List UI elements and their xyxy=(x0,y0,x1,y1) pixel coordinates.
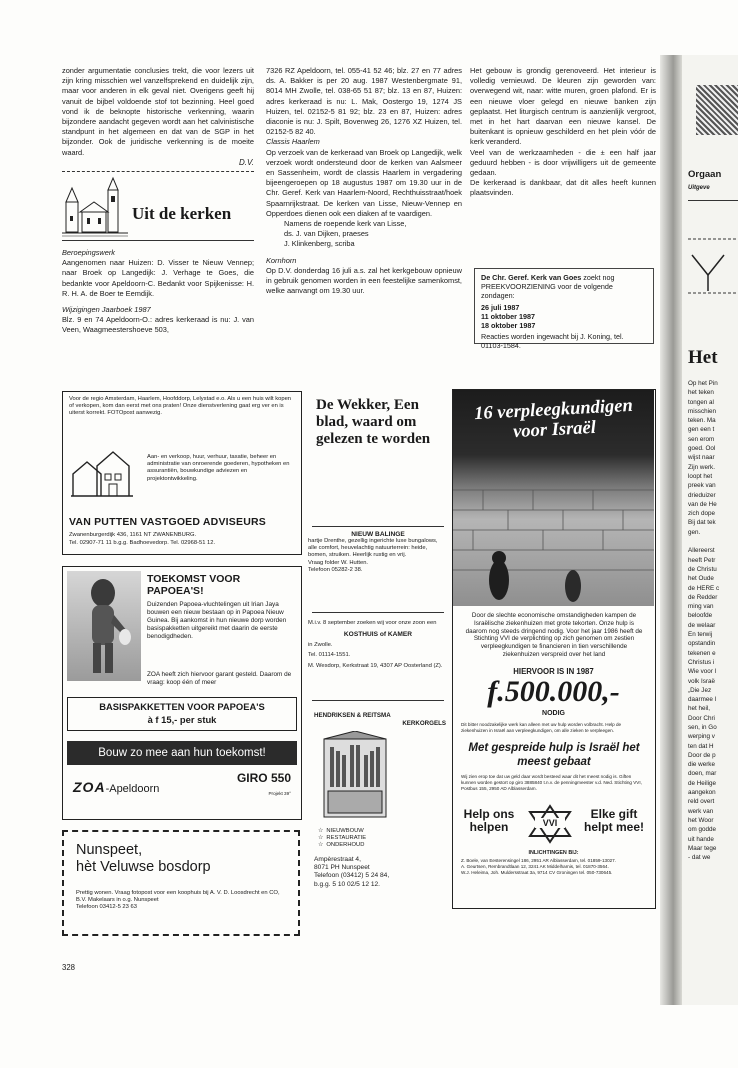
right-page-line: goed. Ool xyxy=(688,445,716,453)
kornhorn-text: Op D.V. donderdag 16 juli a.s. zal het kerkgebouw opnieuw in gebruik genomen worden in een feestelijke samenkomst, welke aanvangt om 19.30 uur. xyxy=(266,265,462,296)
israel-small-text: Dit bitter noodzakelijke werk kan alleen met uw hulp worden volbracht. Help de ziekenhuizen in Israël aan verpleegkundigen, om alle zieken te verpleegen. xyxy=(461,722,622,733)
israel-nodig: NODIG xyxy=(542,710,565,717)
help-left: Help ons helpen xyxy=(463,807,515,834)
right-page-line: loopt het xyxy=(688,472,713,480)
nunspeet-title-2: hèt Veluwse bosdorp xyxy=(76,859,211,875)
date-item: 11 oktober 1987 xyxy=(481,311,535,321)
kamer-tel: Tel. 01114-1551. xyxy=(308,652,351,659)
church-icon xyxy=(62,176,130,240)
kamer-address: M. Wesdorp, Kerkstraat 19, 4307 AP Oosterland (Z). xyxy=(308,662,443,669)
nunspeet-tel: Telefoon 03412-5 23 63 xyxy=(76,904,137,911)
right-page-line: „Die Jez xyxy=(688,686,712,694)
info-item: Z. Boele, van Eesterensingel 186, 2951 AR Alblasserdam, tel. 01859-13027. xyxy=(461,858,617,863)
right-page-line: wijst naar xyxy=(688,454,715,462)
ad-nieuw-balinge xyxy=(308,531,448,574)
classis-text: Op verzoek van de kerkeraad van Broek op Langedijk, welk verzoek wordt ondersteund door de kerken van Aalsmeer en Sassenheim, wordt de classis Haarlem in vergadering bijeengeroepen op 18 augustus 1987 om 19.30 uur in de Chr. Geref. Kerk van Haarlem-Noord, Rechthuisstraat/hoek Spaarnrijkstraat. De kerken van Lisse, Nieuw-Vennep en Opperdoes dienen ook een diaken af te vaardigen. xyxy=(266,147,462,218)
right-page-line: Allereerst xyxy=(688,547,715,555)
classis-signature-2: ds. J. van Dijken, praeses xyxy=(284,229,369,239)
masthead-emblem-icon xyxy=(688,235,738,295)
balinge-folder: Vraag folder W. Hutten. xyxy=(308,559,369,566)
article-title-het: Het xyxy=(688,347,718,368)
right-page-line: het Woor xyxy=(688,816,714,824)
right-page-line: Door Chri xyxy=(688,714,715,722)
service-label: RESTAURATIE xyxy=(326,835,367,842)
right-page-line: de Heilige xyxy=(688,779,717,787)
van-putten-address: Zwanenburgerdijk 436, 1161 NT ZWANENBURG. xyxy=(69,532,197,538)
balinge-tel: Telefoon 05282-2 38. xyxy=(308,566,363,573)
right-page-line: beloofde xyxy=(688,612,713,620)
zoa-city: -Apeldoorn xyxy=(105,783,160,795)
right-page-line: Bij dat tek xyxy=(688,519,716,527)
help-right: Elke gift helpt mee! xyxy=(583,807,644,834)
goes-church-name: De Chr. Geref. Kerk van Goes xyxy=(481,273,582,282)
right-page-line: preek van xyxy=(688,482,716,490)
right-page-line: - dat we xyxy=(688,854,711,862)
right-page-line: tekenen e xyxy=(688,649,716,657)
nunspeet-text: Prettig wonen. Vraag fotopost voor een koophuis bij A. V. D. Loosdrecht en CO, B.V. Makelaars in o.g. Nunspeet xyxy=(76,890,280,904)
info-list xyxy=(461,858,649,875)
goes-request: zoekt nog PREEKVOORZIENING voor de volgende zondagen: xyxy=(481,273,615,301)
organ-icon xyxy=(320,731,390,819)
right-page-line: Christus i xyxy=(688,658,715,666)
balinge-text: hartje Drenthe, gezellig ingerichte luxe bungalows, alle comfort, heuvelachtig natuurterrein: heide, bomen, struiken. Heerlijk rustig en vrij. xyxy=(308,538,438,559)
nunspeet-title-1: Nunspeet, xyxy=(76,842,143,858)
jaarboek-continued: 7326 RZ Apeldoorn, tel. 055-41 52 46; blz. 27 en 77 adres ds. A. Bakker is per 20 aug. 1987 Westenbergmate 91, 8014 MH Zwolle, tel. 038-65 51 87; blz. 13 en 87, Huizen: adres kerkeraad is nu: L. Mak, Oostergo 19, 1274 JS Huizen, tel. 02152-5 81 92; blz. 23 en 87, Huizen: adres diaconie is nu: J. Spilt, Bovenweg 26, 1276 XZ Huizen, tel. 02152-5 82 40. xyxy=(266,66,462,137)
papoea-title: TOEKOMST VOOR PAPOEA'S! xyxy=(147,573,241,597)
right-page-line: zich dope xyxy=(688,510,715,518)
child-figure-icon xyxy=(67,571,141,681)
ad-van-putten xyxy=(62,391,302,555)
orgels-name: HENDRIKSEN & REITSMA xyxy=(314,712,391,719)
kamer-place: in Zwolle. xyxy=(308,642,333,649)
right-page-line: Maar tege xyxy=(688,844,717,852)
section-header-uit-de-kerken xyxy=(62,176,254,242)
van-putten-phone: Tel. 02907-71 11 b.g.g. Badhoevedorp. Tel. 02968-51 12. xyxy=(69,540,216,546)
right-page-line: van de He xyxy=(688,500,717,508)
houses-logo-icon xyxy=(71,448,133,498)
orgels-address-1: Ampèrestraat 4, xyxy=(314,855,361,863)
orgels-service-item: ☆ ONDERHOUD xyxy=(318,842,365,849)
book-gutter xyxy=(660,55,682,1005)
classis-title: Classis Haarlem xyxy=(266,137,320,147)
israel-giro-text: Wij zien erop toe dat uw geld daar wordt besteed waar dit het meest nodig is. Giften kunnen worden gestort op giro 3885840 t.n.v. de penningmeester v.d. Ned. Stichting VVI, Postbus 155, 2950 AD Alblasserdam. xyxy=(461,774,642,791)
review-paragraph: zonder argumentatie conclusies trekt, die voor lezers uit zijn kring misschien wel vanzelfsprekend en duidelijk zijn, maar voor anderen in elk geval niet. Overigens geeft hij vanuit de bijbel voldoende stof tot bezinning. Heel goed vond ik de beknopte historische verkenning, waarin bijzondere aandacht gegeven wordt aan het calvinistische standpunt in het algemeen en dat van de SGP in het bijzonder. Ook de juridische verkenning is de moeite waard. xyxy=(62,66,254,157)
jaarboek-text: Blz. 9 en 74 Apeldoorn-O.: adres kerkeraad is nu: J. van Veen, Waagmeestershoeve 503, xyxy=(62,315,254,335)
masthead-rule xyxy=(688,200,738,201)
column-1 xyxy=(62,66,254,336)
classis-signature-1: Namens de roepende kerk van Lisse, xyxy=(284,219,407,229)
ad-kosthuis xyxy=(308,620,448,670)
renovation-paragraph: Het gebouw is grondig gerenoveerd. Het interieur is volledig vernieuwd. De kleuren zijn geworden van: overwegend wit, naar: witte muren, groen plafond. Er is een nieuwe vloer gelegd en nieuwe banken zijn geplaatst. Het liturgisch centrum is aanzienlijk vergroot, met in het hart daarvan een nieuwe kansel. De buitenkant is opnieuw geschilderd en het plein vóór de kerk veranderd. xyxy=(470,66,656,147)
review-signature: D.V. xyxy=(239,157,254,167)
right-page-line: om godde xyxy=(688,826,717,834)
zoa-projekt: Projekt 39° xyxy=(268,791,291,796)
right-page-line: volk Israë xyxy=(688,677,715,685)
right-page-line: doen, mar xyxy=(688,770,717,778)
van-putten-intro: Voor de regio Amsterdam, Haarlem, Hoofddorp, Lelystad e.o. Als u een huis wilt kopen of verkopen, kom dan eerst met ons praten! Onze dienstverlening gaat erg ver en is uiterst korrekt. FOTOpost aanwezig. xyxy=(69,396,292,417)
right-page-line: het teken xyxy=(688,389,714,397)
orgels-subtitle: KERKORGELS xyxy=(402,719,446,727)
divider xyxy=(312,700,444,701)
zoa-logo-text: ZOA xyxy=(73,779,106,795)
papoea-p2: ZOA heeft zich hiervoor garant gesteld. Daarom de vraag: koop één of meer xyxy=(147,671,292,686)
masthead-uitgeve: Uitgeve xyxy=(688,185,710,191)
right-page-line: werping v xyxy=(688,733,715,741)
right-page-line: tongen al xyxy=(688,398,714,406)
right-page-line: En terwij xyxy=(688,631,713,639)
right-page-line xyxy=(688,537,719,546)
right-page-line: sen erom xyxy=(688,435,715,443)
right-page-line: misschien xyxy=(688,407,716,415)
balinge-title: NIEUW BALINGE xyxy=(351,531,405,538)
basispakketten-box xyxy=(67,697,297,731)
right-page-line: opstandin xyxy=(688,640,716,648)
goes-preekvoorziening-box xyxy=(474,268,654,351)
classis-signature-3: J. Klinkenberg, scriba xyxy=(284,239,355,249)
page-number: 328 xyxy=(62,963,76,972)
right-page-line: gen. xyxy=(688,528,701,536)
ad-vvi-israel xyxy=(452,389,656,909)
right-page-line: die werke xyxy=(688,761,715,769)
israel-help-row xyxy=(461,804,647,844)
right-page-line: teken. Ma xyxy=(688,417,716,425)
service-label: ONDERHOUD xyxy=(326,842,365,849)
column-3 xyxy=(470,66,656,199)
beroepingswerk-text: Aangenomen naar Huizen: D. Visser te Nieuw Vennep; naar Broek op Langedijk: J. Verhage te Goes, die bedankte voor Apeldoorn-C. Bedankt voor Spijkenisse: H. R. H. A. de Boer te Eemdijk. xyxy=(62,258,254,298)
israel-photo xyxy=(453,390,654,606)
right-page-line: ten dat H xyxy=(688,742,714,750)
info-item: W.J. Heleima, Joh. Muldersstraat 3a, 9714 CV Groningen tel. 050-730645. xyxy=(461,869,613,875)
gratitude-paragraph: De kerkeraad is dankbaar, dat dit alles heeft kunnen plaatsvinden. xyxy=(470,178,656,198)
orgels-phone-2: b.g.g. 5 10 02/5 12 12. xyxy=(314,880,380,888)
beroepingswerk-title: Beroepingswerk xyxy=(62,248,115,258)
kamer-text: M.i.v. 8 september zoeken wij voor onze zoon een xyxy=(308,620,437,626)
kamer-title: KOSTHUIS of KAMER xyxy=(343,631,413,639)
right-page-text xyxy=(688,379,719,862)
orgels-contact xyxy=(314,856,446,890)
ad-de-wekker xyxy=(308,397,438,448)
basispakketten-price: à f 15,- per stuk xyxy=(147,714,217,725)
jaarboek-title: Wijzigingen Jaarboek 1987 xyxy=(62,305,151,315)
info-item: A. Geurtsen, Rembrandtlaan 12, 3241 AK Middelharnis, tel. 01870-3564. xyxy=(461,863,609,869)
right-page-line: de Redder xyxy=(688,593,718,601)
right-page-line: Zijn werk. xyxy=(688,463,715,471)
masthead-pattern xyxy=(696,85,738,135)
israel-hiervoor: HIERVOOR IS IN 1987 xyxy=(513,667,594,676)
right-page-line: het Oude xyxy=(688,575,714,583)
right-page-line: heeft Petr xyxy=(688,556,716,564)
divider xyxy=(62,171,254,172)
orgels-address-2: 8071 PH Nunspeet xyxy=(314,864,370,872)
orgels-service-item: ☆ NIEUWBOUW xyxy=(318,828,364,834)
volunteers-paragraph: Veel van de werkzaamheden - die ± een half jaar geduurd hebben - is door vrijwilligers uit de gemeente gedaan. xyxy=(470,147,656,178)
orgels-service-item: ☆ RESTAURATIE xyxy=(318,835,367,842)
right-page-line: gen een t xyxy=(688,426,715,434)
date-item: 26 juli 1987 xyxy=(481,302,520,312)
kornhorn-title: Kornhorn xyxy=(266,255,297,265)
right-page-line: Op het Pin xyxy=(688,380,718,387)
right-page-line: de HERE c xyxy=(688,584,720,592)
date-item: 18 oktober 1987 xyxy=(481,321,536,331)
van-putten-services: Aan- en verkoop, huur, verhuur, taxatie, beheer en administratie van onroerende goederen, hypotheken en assurantiën, bouwkundige adviezen en projektontwikkeling. xyxy=(147,454,290,482)
right-page-line: de welaar xyxy=(688,621,716,629)
goes-reply: Reacties worden ingewacht bij J. Koning, tel. 01103-1584. xyxy=(481,332,624,351)
divider xyxy=(312,612,444,613)
wekker-slogan: De Wekker, Een blad, waard om gelezen te worden xyxy=(316,397,431,447)
right-page-line: Door de p xyxy=(688,751,716,759)
basispakketten-label: BASISPAKKETTEN VOOR PAPOEA'S xyxy=(99,701,265,712)
israel-slogan: Met gespreide hulp is Israël het meest gebaat xyxy=(468,742,640,768)
right-page-line: de Christu xyxy=(688,565,717,573)
right-page-line: uit hande xyxy=(688,835,714,843)
israel-body: Door de slechte economische omstandigheden kampen de Israëlische ziekenhuizen met grote tekorten. Onze hulp is daarom nog steeds dringend nodig. Voor het jaar 1986 heeft de Stichting VVI de verplichting op zich genomen om zestien verpleegkundigen te financieren in tien verschillende ziekenhuizen verspreid over het land xyxy=(465,612,643,658)
right-page-line: sen, in Go xyxy=(688,723,717,731)
right-page-line: aangekon xyxy=(688,789,716,797)
right-page-line: reld overt xyxy=(688,798,715,806)
zoa-logo xyxy=(73,779,159,795)
ad-hendriksen-reitsma xyxy=(314,712,446,889)
van-putten-name: VAN PUTTEN VASTGOED ADVISEURS xyxy=(69,516,266,528)
child-photo xyxy=(67,571,141,681)
israel-amount: f.500.000,- xyxy=(487,675,620,708)
divider xyxy=(312,526,444,527)
right-page-line: het heil, xyxy=(688,705,711,713)
ad-zoa-papoea xyxy=(62,566,302,820)
dates-list xyxy=(481,303,647,331)
column-2 xyxy=(266,66,462,296)
papoea-banner: Bouw zo mee aan hun toekomst! xyxy=(67,741,297,765)
right-page-line: werk van xyxy=(688,807,714,815)
right-page xyxy=(682,55,738,1005)
papoea-p1: Duizenden Papoea-vluchtelingen uit Irian Jaya bouwen een nieuw bestaan op in Papoea Nieuw Guinea. Bij aankomst in hun nieuwe dorp worden basispakketten uitgereikt met daarin de eerste benodigdheden. xyxy=(147,601,287,640)
service-label: NIEUWBOUW xyxy=(326,828,364,834)
orgels-services xyxy=(314,828,446,850)
right-page-line: Wie voor l xyxy=(688,668,716,676)
right-page-line: daarmee l xyxy=(688,696,717,704)
info-title: INLICHTINGEN BIJ: xyxy=(528,850,579,856)
vvi-label: VVI xyxy=(535,818,565,828)
right-page-line: ming van xyxy=(688,603,714,611)
section-title: Uit de kerken xyxy=(132,204,232,224)
right-page-line: drieduizer xyxy=(688,491,716,499)
israel-headline: 16 verpleegkundigen voor Israël xyxy=(473,395,634,443)
orgels-phone-1: Telefoon (03412) 5 24 84, xyxy=(314,872,390,880)
ad-nunspeet xyxy=(62,830,300,936)
zoa-giro: GIRO 550 xyxy=(236,771,291,785)
masthead-orgaan: Orgaan xyxy=(688,169,722,180)
